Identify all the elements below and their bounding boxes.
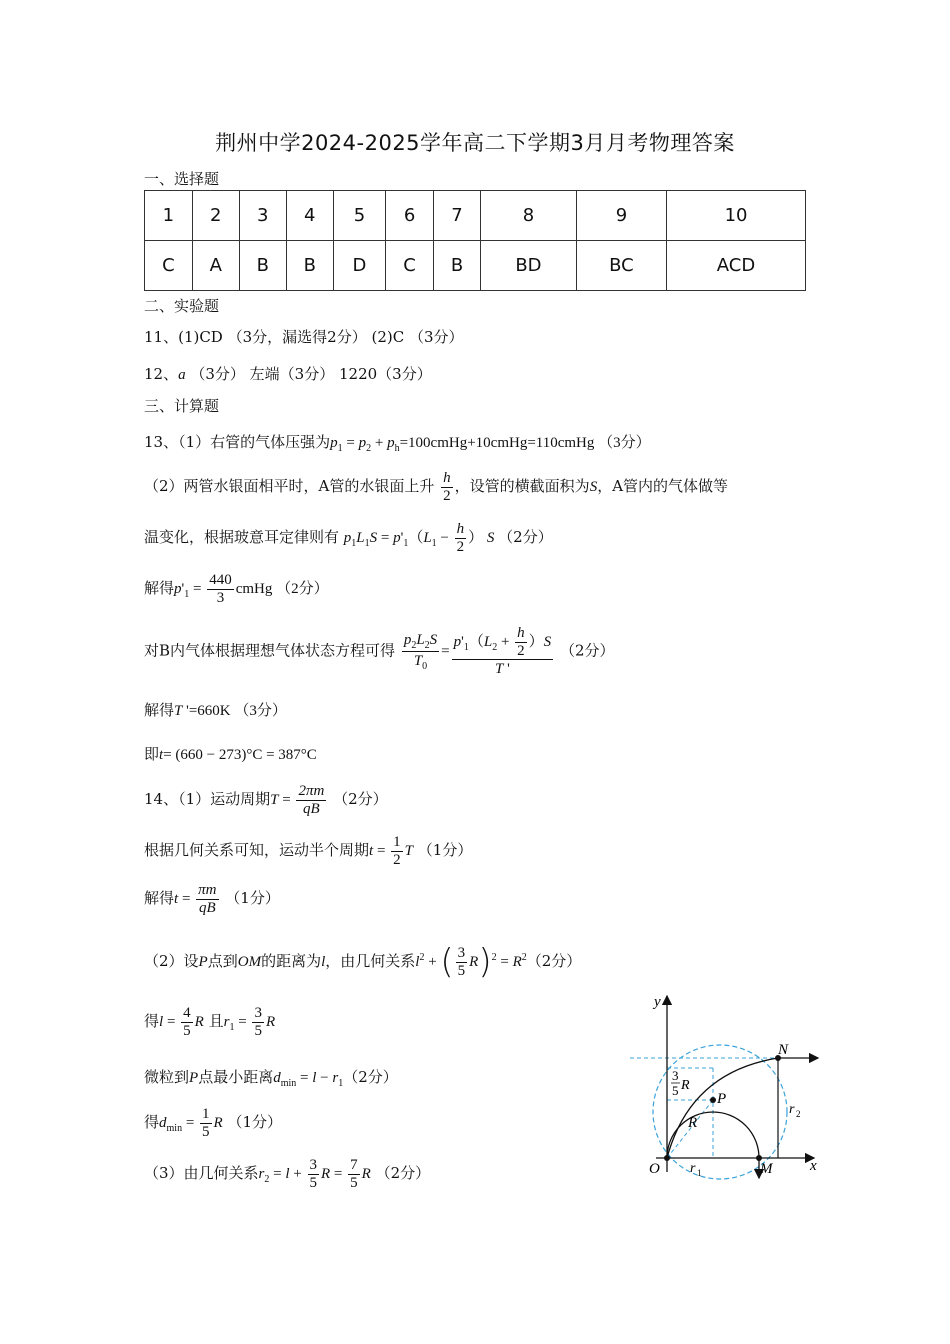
text: 解得 xyxy=(144,579,175,597)
point-O xyxy=(664,1155,670,1161)
q14-line5: 得l = $\frac{4}{5}$ R 且$r_1$ = $\frac{3}{5}$ R xyxy=(144,1005,276,1039)
text: P xyxy=(189,1070,199,1086)
text: ，A管内的气体做等 xyxy=(597,477,729,495)
table-cell: 9 xyxy=(576,191,666,241)
q14-line2: 根据几何关系可知，运动半个周期t = $\frac{1}{2}$ T （1分） xyxy=(144,834,473,868)
text: 即 xyxy=(144,745,160,763)
q13-line3: 温变化，根据玻意耳定律则有 $p_1L_1S = p'_1(L_1$ − $\frac{h}{2}$ ） S （2分） xyxy=(144,521,553,555)
q13-line4: 解得$p'_1$ = $\frac{440}{3}$ cmHg （2分） xyxy=(144,572,329,606)
q14-line6: 微粒到P点最小距离$d_{min} = l - r_1(2$分） xyxy=(144,1068,398,1089)
text: qB xyxy=(199,899,216,916)
label-N: N xyxy=(778,1042,789,1058)
text: 点到 xyxy=(207,952,238,970)
table-cell: 5 xyxy=(333,191,385,241)
label-frac-num: 3 xyxy=(672,1068,679,1083)
text: （1分） xyxy=(227,1113,283,1131)
label-frac-den: 5 xyxy=(672,1083,679,1098)
text: 得 xyxy=(144,1113,160,1131)
q14-line1: 14、（1）运动周期T = $\frac{2\pi m}{qB}$ （2分） xyxy=(144,783,388,817)
text: （2分） xyxy=(526,952,582,970)
q11-answer: 11、(1)CD （3分，漏选得2分） (2)C （3分） xyxy=(144,328,464,346)
table-cell: 4 xyxy=(286,191,333,241)
text: 2πm xyxy=(298,783,325,799)
table-cell: 6 xyxy=(386,191,434,241)
text: =100cmHg+10cmHg=110cmHg （3分） xyxy=(399,435,651,451)
text: 解得 xyxy=(144,889,175,907)
label-O: O xyxy=(649,1161,660,1177)
table-cell: B xyxy=(433,241,480,291)
q13-line6: 解得T '=660K （3分） xyxy=(144,701,287,719)
table-row-answers xyxy=(145,241,806,291)
text: 440 xyxy=(209,572,232,588)
table-cell: A xyxy=(192,241,239,291)
text: 且 xyxy=(208,1012,224,1030)
large-arc xyxy=(667,1058,778,1158)
point-P xyxy=(710,1097,716,1103)
table-cell: 3 xyxy=(239,191,286,241)
table-cell: BC xyxy=(576,241,666,291)
q14-line7: 得$d_{min}$ = $\frac{1}{5}$ R （1分） xyxy=(144,1106,283,1140)
table-cell: ACD xyxy=(667,241,806,291)
table-cell: 1 xyxy=(145,191,193,241)
text: （1分） xyxy=(417,841,473,859)
q12-answer xyxy=(144,363,432,384)
geometry-diagram xyxy=(620,990,830,1190)
table-cell: D xyxy=(333,241,385,291)
table-cell: B xyxy=(286,241,333,291)
label-R: R xyxy=(688,1115,698,1131)
text: （3）由几何关系 xyxy=(144,1164,259,1182)
text: （2）两管水银面相平时，A管的水银面上升 xyxy=(144,477,435,495)
table-cell: 2 xyxy=(192,191,239,241)
text: 温变化，根据玻意耳定律则有 xyxy=(144,528,340,546)
page-title: 荆州中学2024-2025学年高二下学期3月月考物理答案 xyxy=(215,131,735,155)
text: 解得 xyxy=(144,701,175,719)
q12-prefix: 12、 xyxy=(144,365,179,383)
text: （2）设 xyxy=(144,952,199,970)
text: 得 xyxy=(144,1012,160,1030)
text: = (660 − 273)°C = 387°C xyxy=(163,747,317,763)
table-cell: C xyxy=(386,241,434,291)
q13-line7: 即t= (660 − 273)°C = 387°C xyxy=(144,745,317,763)
q12-rest: （3分） 左端（3分） 1220（3分） xyxy=(190,365,432,383)
table-cell: BD xyxy=(481,241,577,291)
section-experiment-heading: 二、实验题 xyxy=(144,297,220,315)
table-cell: B xyxy=(239,241,286,291)
text: =660K （3分） xyxy=(188,703,287,719)
label-r2-sub: 2 xyxy=(796,1109,801,1119)
text: （1分） xyxy=(225,889,280,907)
text: ，由几何关系 xyxy=(325,952,416,970)
section-calc-heading: 三、计算题 xyxy=(144,397,220,415)
label-x: x xyxy=(810,1158,817,1174)
text: （2分） xyxy=(343,1068,398,1086)
text: （2分） xyxy=(333,790,388,808)
table-cell: C xyxy=(145,241,193,291)
label-frac-R: R xyxy=(681,1078,690,1093)
text: 微粒到 xyxy=(144,1068,190,1086)
q13-line1: 13、（1）右管的气体压强为$p_1 = p_2$ + $p_h=100cmHg+10cmHg=110cmHg$ （3分） xyxy=(144,433,651,454)
q13-line2: （2）两管水银面相平时，A管的水银面上升 $\frac{h}{2}$ ，设管的横截面积为S，A管内的气体做等 xyxy=(144,470,729,504)
label-y: y xyxy=(654,994,661,1010)
text: 点最小距离 xyxy=(198,1068,274,1086)
q12-a: a xyxy=(178,367,186,383)
q14-line4: （2）设P点到OM的距离为l，由几何关系$l^2$ + ( $\frac{3}{5}$ $R)^2 = R^2(2$分） xyxy=(144,942,582,982)
text: qB xyxy=(303,800,320,817)
table-row-numbers xyxy=(145,191,806,241)
text: S xyxy=(589,479,598,495)
text: OM xyxy=(237,954,262,970)
text: 14、（1）运动周期 xyxy=(144,790,271,808)
label-r1: r xyxy=(690,1161,696,1176)
text: l xyxy=(321,954,326,970)
text: πm xyxy=(198,882,217,898)
section-choice-heading: 一、选择题 xyxy=(144,170,220,188)
text: （2分） xyxy=(375,1164,431,1182)
text: 13、（1）右管的气体压强为 xyxy=(144,433,331,451)
table-cell: 8 xyxy=(481,191,577,241)
table-cell: 7 xyxy=(433,191,480,241)
text: 3 xyxy=(216,589,225,606)
label-M: M xyxy=(760,1161,773,1177)
q14-line3: 解得t = $\frac{\pi m}{qB}$ （1分） xyxy=(144,882,280,916)
text: P xyxy=(198,954,208,970)
label-r2: r xyxy=(789,1102,795,1117)
text: 根据几何关系可知，运动半个周期 xyxy=(144,841,370,859)
table-cell: 10 xyxy=(667,191,806,241)
answer-table xyxy=(144,190,806,291)
label-r1-sub: 1 xyxy=(697,1168,702,1178)
q13-line5: 对B内气体根据理想气体状态方程可得 $\frac{p_2L_2S}{T_0}$ = $p'_1(L_2$ + $\frac{h}{2}$ ）S T ' （2分） xyxy=(144,625,615,677)
q14-line8: （3）由几何关系$r_2 = l$ + $\frac{3}{5}$ R = $\frac{7}{5}$ R （2分） xyxy=(144,1157,431,1191)
text: 对B内气体根据理想气体状态方程可得 xyxy=(144,641,396,660)
label-P: P xyxy=(717,1091,727,1107)
text: ，设管的横截面积为 xyxy=(454,477,590,495)
text: 的距离为 xyxy=(261,952,322,970)
text: （2分） xyxy=(498,528,553,546)
text: cmHg （2分） xyxy=(235,581,329,597)
text: （2分） xyxy=(559,641,615,660)
